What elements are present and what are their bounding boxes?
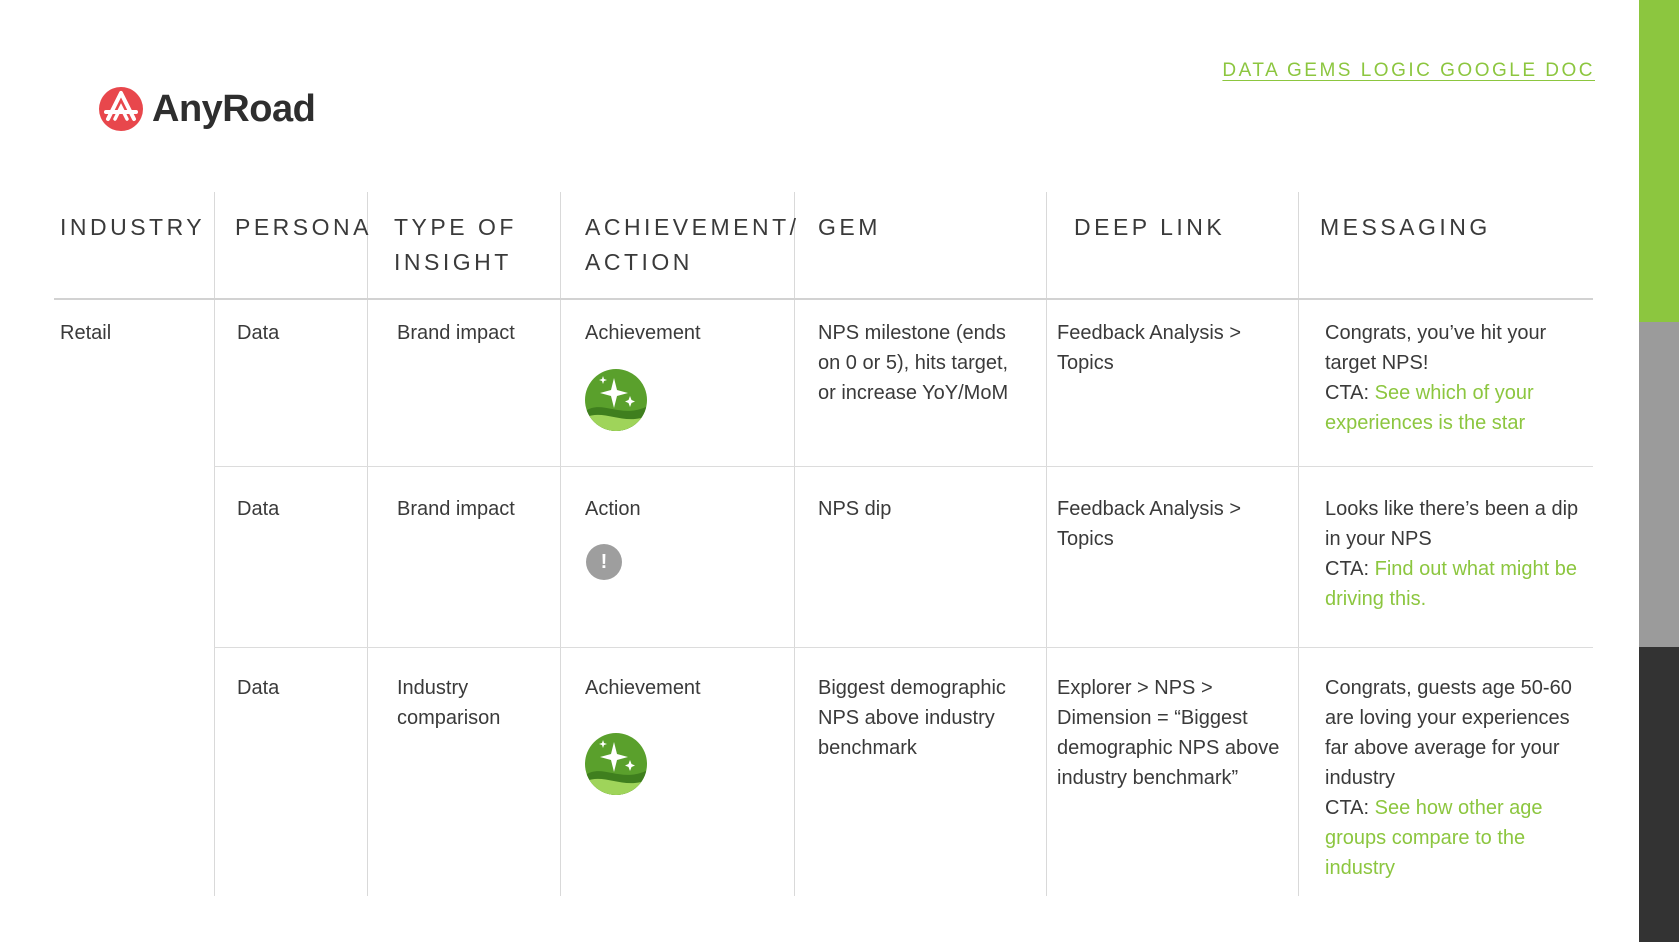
achievement-action-cell: Achievement xyxy=(585,677,701,699)
side-bar-dark xyxy=(1639,647,1679,942)
row-divider xyxy=(214,466,1593,467)
anyroad-logo-icon xyxy=(98,86,144,132)
cta-link[interactable]: Find out what might be xyxy=(1374,558,1577,580)
messaging-cell: Looks like there’s been a dip in your NPS CTA: Find out what might be driving this. xyxy=(1325,494,1578,614)
insight-type-cell: Industry comparison xyxy=(397,677,501,729)
deep-link-cell: Feedback Analysis > Topics xyxy=(1057,322,1241,374)
persona-cell: Data xyxy=(237,322,280,344)
cta-link[interactable]: groups compare to the xyxy=(1325,827,1526,849)
header-achievement-action: ACHIEVEMENT/ ACTION xyxy=(585,214,800,275)
logo-wordmark: AnyRoad xyxy=(152,87,316,130)
messaging-cell: Congrats, guests age 50-60 are loving your experiences far above average for your industry CTA: See how other age groups compare to the industry xyxy=(1325,673,1572,883)
header-messaging: MESSAGING xyxy=(1320,214,1491,240)
gem-cell: NPS milestone (ends on 0 or 5), hits target, or increase YoY/MoM xyxy=(818,322,1009,404)
header-persona: PERSONA xyxy=(235,214,372,240)
cta-link[interactable]: experiences is the star xyxy=(1325,412,1526,434)
industry-cell: Retail xyxy=(60,322,112,344)
persona-cell: Data xyxy=(237,498,280,520)
cta-link[interactable]: industry xyxy=(1325,857,1396,879)
deep-link-cell: Feedback Analysis > Topics xyxy=(1057,498,1241,550)
anyroad-logo xyxy=(98,86,315,132)
side-bar-green xyxy=(1639,0,1679,322)
header-industry: INDUSTRY xyxy=(60,214,206,240)
messaging-cell: Congrats, you’ve hit your target NPS! CTA: See which of your experiences is the star xyxy=(1325,318,1546,438)
persona-cell: Data xyxy=(237,677,280,699)
header-gem: GEM xyxy=(818,214,881,240)
alert-icon: ! xyxy=(586,544,622,580)
header-type-of-insight: TYPE OF INSIGHT xyxy=(394,214,517,275)
achievement-action-cell: Achievement xyxy=(585,322,701,344)
row-divider xyxy=(214,647,1593,648)
cta-link[interactable]: driving this. xyxy=(1325,588,1427,610)
sparkle-gem-icon xyxy=(584,368,648,432)
deep-link-cell: Explorer > NPS > Dimension = “Biggest demographic NPS above industry benchmark” xyxy=(1057,677,1280,789)
header-deep-link: DEEP LINK xyxy=(1074,214,1226,240)
data-gems-table xyxy=(54,192,1593,896)
side-bar-gray xyxy=(1639,322,1679,647)
achievement-action-cell: Action xyxy=(585,498,641,520)
gem-cell: NPS dip xyxy=(818,498,892,520)
sparkle-gem-icon xyxy=(584,732,648,796)
insight-type-cell: Brand impact xyxy=(397,322,515,344)
insight-type-cell: Brand impact xyxy=(397,498,515,520)
data-gems-logic-doc-link[interactable]: DATA GEMS LOGIC GOOGLE DOC xyxy=(1222,60,1595,81)
gem-cell: Biggest demographic NPS above industry benchmark xyxy=(818,677,1006,759)
cta-link[interactable]: See how other age xyxy=(1374,797,1543,819)
header-divider xyxy=(54,298,1593,300)
cta-link[interactable]: See which of your xyxy=(1374,382,1534,404)
